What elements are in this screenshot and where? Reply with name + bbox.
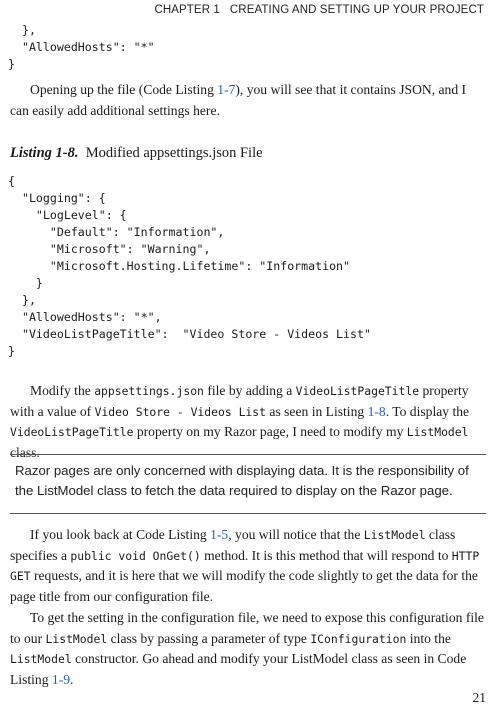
paragraph-onget: If you look back at Code Listing 1-5, you will notice that the ListModel class specifies a public void OnGet() method. It is this method that will respond to HTTP GET requests, and it is here that we will modify the code slightly to get the data for the page title from our configuration file. [10,527,480,604]
listing-number: Listing 1-8. [10,145,79,161]
code-line: { [8,174,15,188]
code-line: "VideoListPageTitle": "Video Store - Videos List" [8,327,371,341]
code-line: } [8,57,15,71]
listing-link[interactable]: 1-7 [217,82,236,97]
code-line: "Microsoft.Hosting.Lifetime": "Information" [8,259,351,273]
code-line: "Logging": { [8,191,106,205]
code-line: } [8,344,15,358]
code-line: "Microsoft": "Warning", [8,242,211,256]
listing-link[interactable]: 1-9 [51,671,71,687]
code-listing-1-8 [8,173,371,360]
code-fragment-top [8,22,155,73]
listing-link[interactable]: 1-5 [210,527,229,542]
listing-link[interactable]: 1-8 [367,403,386,419]
listing-title: Modified appsettings.json File [85,145,263,161]
paragraph-intro: Opening up the file (Code Listing 1-7), you will see that it contains JSON, and I can easily add additional settings here. [10,82,467,118]
listing-caption [10,143,263,163]
code-line: }, [8,293,36,307]
code-line: "Default": "Information", [8,225,225,239]
page-number: 21 [472,690,486,705]
chapter-title: CREATING AND SETTING UP YOUR PROJECT [229,4,484,16]
chapter-label: CHAPTER 1 [154,4,220,16]
note-box [10,454,486,514]
code-line: } [8,276,43,290]
running-header [154,4,484,16]
code-line: "LogLevel": { [8,208,127,222]
paragraph-modify: Modify the appsettings.json file by adding a VideoListPageTitle property with a value of Video Store - Videos List as seen in Listing 1-8. To display the VideoListPageTitle property on my Razor page, I need to modify my ListModel class. [10,383,470,460]
code-line: "AllowedHosts": "*", [8,310,162,324]
code-line: "AllowedHosts": "*" [8,40,155,54]
note-text: Razor pages are only concerned with displaying data. It is the responsibility of the ListModel class to fetch the data required to display on the Razor page. [15,463,469,498]
code-line: }, [8,23,36,37]
paragraph-configuration: To get the setting in the configuration file, we need to expose this configuration file to our ListModel class by passing a parameter of type IConfiguration into the ListModel constructor. Go ahead and modify your ListModel class as seen in Code Listing 1-9. [10,610,484,687]
